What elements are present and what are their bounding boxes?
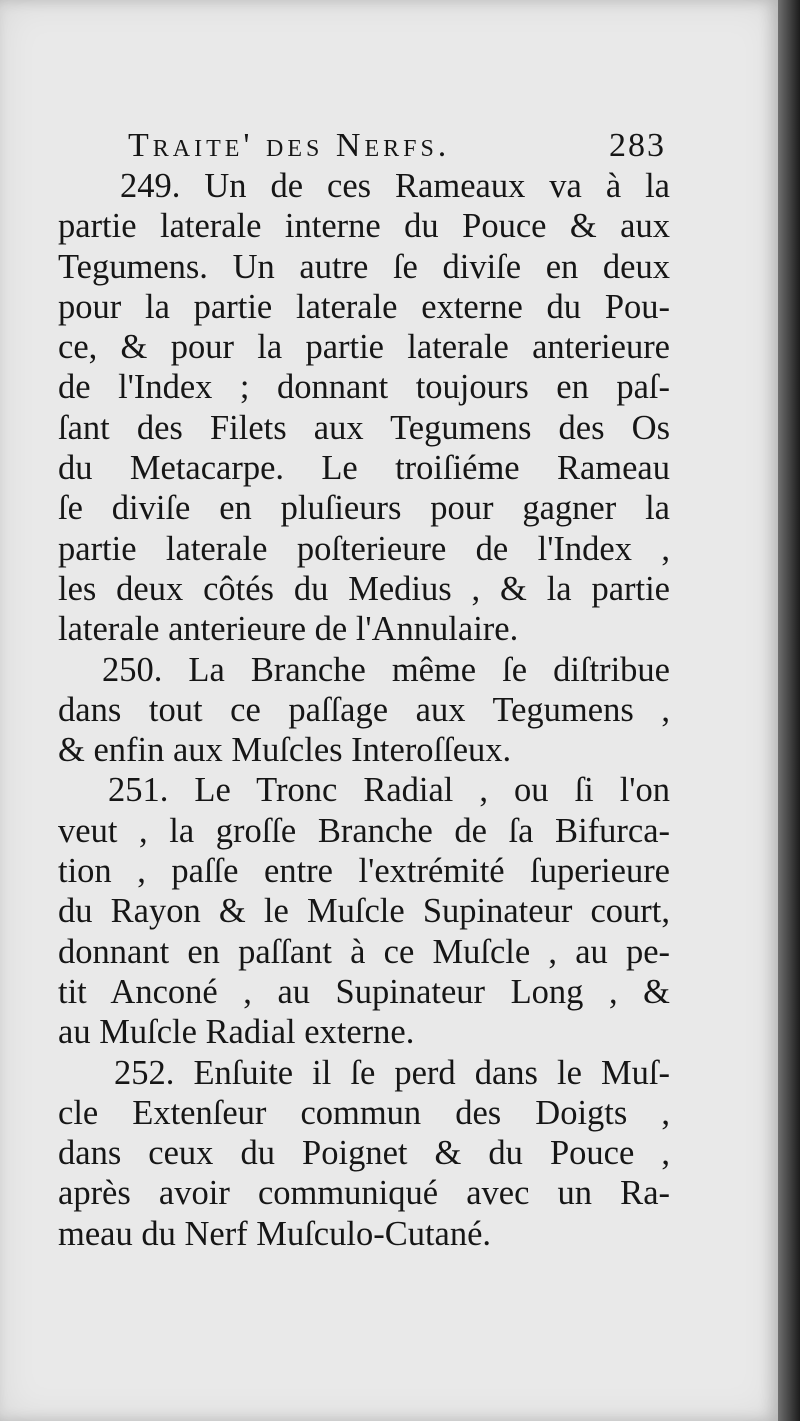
paragraph-line: & enfin aux Muſcles Interoſſeux. — [58, 731, 512, 770]
page-number: 283 — [609, 127, 666, 164]
paragraph-line: de l'Index ; donnant toujours en paſ- — [58, 368, 670, 407]
paragraph-number: 249. — [120, 167, 181, 205]
paragraph-line: partie laterale poſterieure de l'Index , — [58, 529, 670, 568]
paragraph-252 — [58, 1053, 670, 1254]
paragraph-line: veut , la groſſe Branche de ſa Bifurca- — [58, 811, 670, 850]
paragraph-line: partie laterale interne du Pouce & aux — [58, 207, 670, 246]
paragraph-line: tit Anconé , au Supinateur Long , & — [58, 972, 670, 1011]
paragraph-number: 251. — [108, 771, 169, 810]
running-title: Traite' des Nerfs. — [128, 127, 451, 164]
paragraph-line: 249. Un de ces Rameaux va à la — [120, 167, 670, 205]
paragraph-249 — [58, 166, 670, 650]
show-through-text — [150, 1268, 710, 1408]
paragraph-number: 250. — [102, 650, 163, 689]
paragraph-line: cle Extenſeur commun des Doigts , — [58, 1093, 670, 1132]
paragraph-line: ſant des Filets aux Tegumens des Os — [58, 408, 670, 447]
paragraph-line: ce, & pour la partie laterale anterieure — [58, 328, 670, 367]
page-header — [58, 126, 670, 166]
paragraph-251 — [58, 770, 670, 1052]
paragraph-line: ſe diviſe en pluſieurs pour gagner la — [58, 489, 670, 528]
paragraph-line: au Muſcle Radial externe. — [58, 1013, 415, 1052]
paragraph-line: dans ceux du Poignet & du Pouce , — [58, 1134, 670, 1173]
paragraph-line: tion , paſſe entre l'extrémité ſuperieure — [58, 852, 670, 891]
paragraph-line: laterale anterieure de l'Annulaire. — [58, 610, 519, 649]
paragraph-line: meau du Nerf Muſculo-Cutané. — [58, 1214, 492, 1253]
paragraph-line: donnant en paſſant à ce Muſcle , au pe- — [58, 932, 670, 971]
paragraph-line: 251. Le Tronc Radial , ou ſi l'on — [108, 771, 670, 810]
paragraph-line: 250. La Branche même ſe diſtribue — [102, 650, 670, 689]
page-edge-shadow — [778, 0, 800, 1421]
paragraph-number: 252. — [114, 1053, 175, 1092]
paragraph-line: 252. Enſuite il ſe perd dans le Muſ- — [114, 1053, 671, 1092]
paragraph-line: après avoir communiqué avec un Ra- — [58, 1174, 670, 1213]
paragraph-250 — [58, 650, 670, 771]
page-text — [58, 126, 670, 1254]
paragraph-line: Tegumens. Un autre ſe diviſe en deux — [58, 247, 670, 286]
paragraph-line: dans tout ce paſſage aux Tegumens , — [58, 690, 670, 729]
paragraph-line: du Metacarpe. Le troiſiéme Rameau — [58, 449, 670, 488]
paragraph-line: du Rayon & le Muſcle Supinateur court, — [58, 892, 670, 931]
paragraph-line: les deux côtés du Medius , & la partie — [58, 569, 670, 608]
paragraph-line: pour la partie laterale externe du Pou- — [58, 287, 670, 326]
